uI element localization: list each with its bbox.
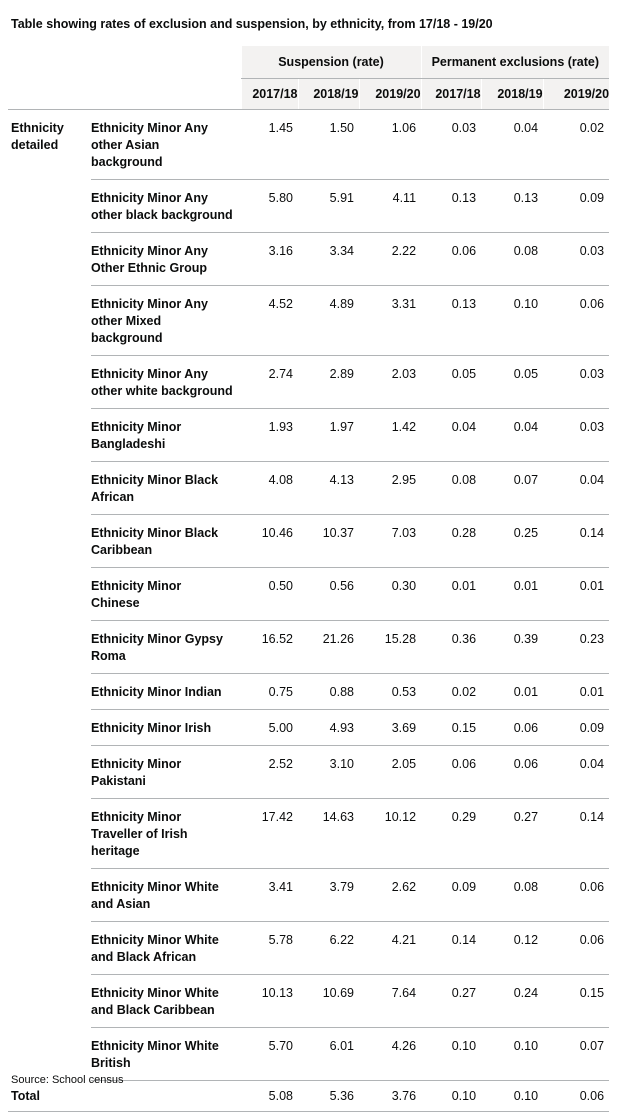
- table-cell: 21.26: [298, 621, 359, 674]
- table-cell: 5.78: [241, 922, 298, 975]
- total-label: Total: [8, 1081, 91, 1112]
- table-cell: 0.06: [421, 233, 481, 286]
- row-label: Ethnicity Minor Indian: [91, 674, 241, 710]
- table-cell: 0.30: [359, 568, 421, 621]
- table-cell: 15.28: [359, 621, 421, 674]
- table-cell: 2.62: [359, 869, 421, 922]
- table-cell: 4.21: [359, 922, 421, 975]
- table-cell: 0.05: [421, 356, 481, 409]
- table-cell: 1.93: [241, 409, 298, 462]
- row-label: Ethnicity Minor Chinese: [91, 568, 241, 621]
- total-cell: 5.36: [298, 1081, 359, 1112]
- table-row: [8, 746, 609, 799]
- table-cell: 0.07: [481, 462, 543, 515]
- total-cell: 0.06: [543, 1081, 609, 1112]
- row-label: Ethnicity Minor Any other Asian background: [91, 110, 241, 180]
- table-cell: 2.74: [241, 356, 298, 409]
- table-cell: 5.00: [241, 710, 298, 746]
- column-header-year: 2017/18: [421, 79, 481, 110]
- table-cell: 7.64: [359, 975, 421, 1028]
- table-cell: 0.03: [543, 233, 609, 286]
- table-row: [8, 409, 609, 462]
- table-cell: 0.12: [481, 922, 543, 975]
- table-cell: 0.24: [481, 975, 543, 1028]
- table-cell: 7.03: [359, 515, 421, 568]
- table-cell: 3.41: [241, 869, 298, 922]
- header-spacer: [8, 79, 241, 110]
- table-cell: 4.52: [241, 286, 298, 356]
- table-cell: 1.06: [359, 110, 421, 180]
- table-cell: 0.10: [421, 1028, 481, 1081]
- table-cell: 0.04: [543, 746, 609, 799]
- group-header-suspension: Suspension (rate): [241, 46, 421, 79]
- table-cell: 0.23: [543, 621, 609, 674]
- table-cell: 3.34: [298, 233, 359, 286]
- table-cell: 0.15: [421, 710, 481, 746]
- table-cell: 10.46: [241, 515, 298, 568]
- table-cell: 0.36: [421, 621, 481, 674]
- table-cell: 5.91: [298, 180, 359, 233]
- table-cell: 6.01: [298, 1028, 359, 1081]
- table-row: [8, 975, 609, 1028]
- table-row: [8, 462, 609, 515]
- column-header-year: 2018/19: [481, 79, 543, 110]
- table-cell: 1.45: [241, 110, 298, 180]
- table-cell: 0.13: [481, 180, 543, 233]
- row-label: Ethnicity Minor Bangladeshi: [91, 409, 241, 462]
- table-cell: 10.37: [298, 515, 359, 568]
- table-cell: 0.01: [543, 568, 609, 621]
- table-row: [8, 922, 609, 975]
- table-row: [8, 180, 609, 233]
- table-cell: 0.09: [421, 869, 481, 922]
- table-cell: 0.06: [481, 746, 543, 799]
- table-cell: 0.14: [543, 799, 609, 869]
- header-spacer: [8, 46, 241, 79]
- table-row: [8, 515, 609, 568]
- table-cell: 4.89: [298, 286, 359, 356]
- table-cell: 0.01: [481, 674, 543, 710]
- table-cell: 0.08: [421, 462, 481, 515]
- table-cell: 0.06: [481, 710, 543, 746]
- group-label: Ethnicity detailed: [11, 121, 64, 152]
- total-cell: 0.10: [481, 1081, 543, 1112]
- table-cell: 1.42: [359, 409, 421, 462]
- total-cell: 3.76: [359, 1081, 421, 1112]
- row-label: Ethnicity Minor Black Caribbean: [91, 515, 241, 568]
- table-cell: 5.80: [241, 180, 298, 233]
- table-row: [8, 1028, 609, 1081]
- table-cell: 0.01: [543, 674, 609, 710]
- table-cell: 0.07: [543, 1028, 609, 1081]
- table-cell: 3.79: [298, 869, 359, 922]
- row-label: Ethnicity Minor Any Other Ethnic Group: [91, 233, 241, 286]
- table-cell: 0.04: [481, 409, 543, 462]
- row-label: Ethnicity Minor Any other white background: [91, 356, 241, 409]
- row-label: Ethnicity Minor White and Asian: [91, 869, 241, 922]
- table-row: [8, 568, 609, 621]
- table-row: [8, 710, 609, 746]
- table-caption: Table showing rates of exclusion and suspension, by ethnicity, from 17/18 - 19/20: [11, 17, 493, 31]
- table-cell: 4.11: [359, 180, 421, 233]
- row-label: Ethnicity Minor Pakistani: [91, 746, 241, 799]
- table-cell: 0.56: [298, 568, 359, 621]
- row-label: Ethnicity Minor Irish: [91, 710, 241, 746]
- table-cell: 0.01: [421, 568, 481, 621]
- row-label: Ethnicity Minor Any other Mixed background: [91, 286, 241, 356]
- row-label: Ethnicity Minor White and Black Caribbean: [91, 975, 241, 1028]
- row-label: Ethnicity Minor White and Black African: [91, 922, 241, 975]
- table-cell: 0.13: [421, 286, 481, 356]
- table-row: [8, 110, 609, 180]
- table-cell: 0.14: [421, 922, 481, 975]
- column-header-year: 2017/18: [241, 79, 298, 110]
- table-cell: 0.05: [481, 356, 543, 409]
- table-cell: 0.14: [543, 515, 609, 568]
- table-cell: 3.69: [359, 710, 421, 746]
- table-cell: 0.02: [421, 674, 481, 710]
- group-header-exclusion: Permanent exclusions (rate): [421, 46, 609, 79]
- total-cell: 5.08: [241, 1081, 298, 1112]
- table-cell: 3.10: [298, 746, 359, 799]
- table-cell: 0.10: [481, 286, 543, 356]
- table-cell: 0.04: [421, 409, 481, 462]
- table-cell: 1.50: [298, 110, 359, 180]
- table-cell: 0.03: [543, 356, 609, 409]
- table-cell: 10.12: [359, 799, 421, 869]
- table-cell: 5.70: [241, 1028, 298, 1081]
- table-cell: 0.06: [421, 746, 481, 799]
- table-row: [8, 674, 609, 710]
- table-cell: 2.89: [298, 356, 359, 409]
- table-cell: 6.22: [298, 922, 359, 975]
- table-cell: 4.08: [241, 462, 298, 515]
- table-cell: 2.22: [359, 233, 421, 286]
- table-cell: 0.25: [481, 515, 543, 568]
- column-header-year: 2018/19: [298, 79, 359, 110]
- table-cell: 0.03: [543, 409, 609, 462]
- table-row: [8, 869, 609, 922]
- table-cell: 0.13: [421, 180, 481, 233]
- row-label: Ethnicity Minor White British: [91, 1028, 241, 1081]
- total-cell: 0.10: [421, 1081, 481, 1112]
- table-cell: 0.29: [421, 799, 481, 869]
- table-cell: 0.27: [481, 799, 543, 869]
- row-label: Ethnicity Minor Gypsy Roma: [91, 621, 241, 674]
- table-cell: 0.02: [543, 110, 609, 180]
- column-header-year: 2019/20: [359, 79, 421, 110]
- table-cell: 2.03: [359, 356, 421, 409]
- table-cell: 10.69: [298, 975, 359, 1028]
- table-cell: 0.06: [543, 286, 609, 356]
- row-label: Ethnicity Minor Black African: [91, 462, 241, 515]
- table-row: [8, 356, 609, 409]
- table-cell: 0.06: [543, 869, 609, 922]
- source-note: Source: School census: [11, 1074, 124, 1086]
- column-header-year: 2019/20: [543, 79, 609, 110]
- table-cell: 0.09: [543, 180, 609, 233]
- table-cell: 4.93: [298, 710, 359, 746]
- table-cell: 1.97: [298, 409, 359, 462]
- table-cell: 0.50: [241, 568, 298, 621]
- table-cell: 0.04: [481, 110, 543, 180]
- table-cell: 4.26: [359, 1028, 421, 1081]
- table-cell: 3.31: [359, 286, 421, 356]
- table-cell: 0.27: [421, 975, 481, 1028]
- table-cell: 0.28: [421, 515, 481, 568]
- table-cell: 16.52: [241, 621, 298, 674]
- table-cell: 17.42: [241, 799, 298, 869]
- table-cell: 3.16: [241, 233, 298, 286]
- exclusion-suspension-table: [8, 46, 609, 1112]
- table-cell: 0.03: [421, 110, 481, 180]
- table-cell: 4.13: [298, 462, 359, 515]
- table-cell: 0.04: [543, 462, 609, 515]
- table-cell: 0.08: [481, 233, 543, 286]
- table-row: [8, 621, 609, 674]
- table-cell: 0.53: [359, 674, 421, 710]
- table-cell: 0.88: [298, 674, 359, 710]
- table-cell: 2.52: [241, 746, 298, 799]
- row-label: Ethnicity Minor Any other black background: [91, 180, 241, 233]
- table-cell: 2.05: [359, 746, 421, 799]
- table-cell: 0.15: [543, 975, 609, 1028]
- table-cell: 14.63: [298, 799, 359, 869]
- table-row: [8, 286, 609, 356]
- table-row: [8, 233, 609, 286]
- table-cell: 0.09: [543, 710, 609, 746]
- table-cell: 0.01: [481, 568, 543, 621]
- row-label: Ethnicity Minor Traveller of Irish heritage: [91, 799, 241, 869]
- table-cell: 0.39: [481, 621, 543, 674]
- table-cell: 0.10: [481, 1028, 543, 1081]
- table-cell: 0.75: [241, 674, 298, 710]
- table-row: [8, 799, 609, 869]
- table-cell: 2.95: [359, 462, 421, 515]
- table-cell: 0.08: [481, 869, 543, 922]
- table-cell: 10.13: [241, 975, 298, 1028]
- table-cell: 0.06: [543, 922, 609, 975]
